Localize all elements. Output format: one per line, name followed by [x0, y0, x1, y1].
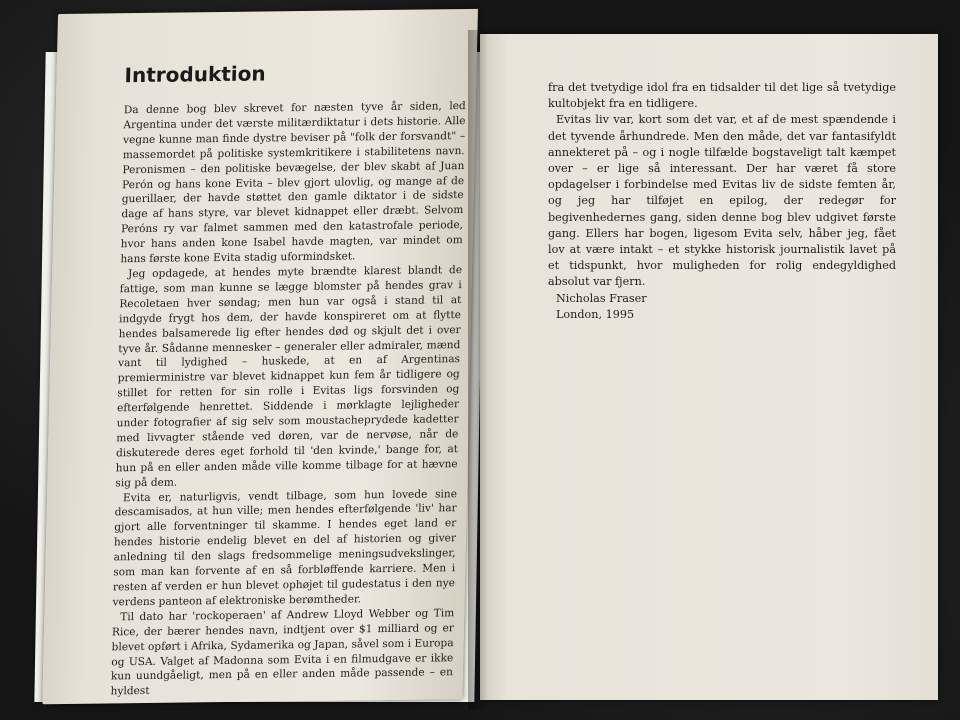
signature-name: Nicholas Fraser: [556, 291, 647, 305]
left-paragraph-3: Evita er, naturligvis, vendt tilbage, som hun lovede sine descamisados, at hun ville; men hendes efterfølgende 'liv' har gjort alle forventninger til skamme. I hendes eget land er hendes historie endelig blevet en del af historien og giver anledning til den slags fredsommelige meningsudvekslinger, som man kan forvente af en så forbløffende karriere. Men i resten af verden er hun blevet ophøjet til gudestatus i den nye verdens panteon af elektroniske berømtheder.: [112, 487, 458, 609]
left-page-text: [110, 99, 466, 700]
left-paragraph-1: Da denne bog blev skrevet for næsten tyve år siden, led Argentina under det værste militærdiktatur i dets historie. Alle vegne kunne man finde dystre beviser på "folk der forsvandt" – massemordet på politiske systemkritikere i stabilitetens navn. Peronismen – den politiske bevægelse, der blev skabt af Juan Perón og hans kone Evita – blev gjort ulovlig, og mange af de guerillaer, der havde støttet den gamle diktator i de sidste dage af hans styre, var blevet kidnappet eller dræbt. Selvom Peróns ry var falmet sammen med den katastrofale periode, hvor hans anden kone Isabel havde magten, var mindet om hans første kone Evita stadig uformindsket.: [120, 100, 466, 266]
left-paragraph-4: Til dato har 'rockoperaen' af Andrew Lloyd Webber og Tim Rice, der bærer hendes navn, indtjent over $1 milliard og er blevet opført i Afrika, Sydamerika og Japan, såvel som i Europa og USA. Valget af Madonna som Evita i en filmudgave er ikke kun uundgåeligt, men på en eller anden måde passende – en hyldest: [110, 607, 455, 698]
signature-place: London, 1995: [556, 307, 635, 321]
book-gutter-shadow: [468, 30, 488, 710]
left-page: [42, 9, 478, 704]
right-page: [480, 34, 938, 700]
right-paragraph-2: Evitas liv var, kort som det var, et af de mest spændende i det tyvende århundrede. Men den måde, det var fantasifyldt annekteret på – og i nogle tilfælde bogstaveligt talt kæmpet over – er lige så interessant. Der har været få store opdagelser i forbindelse med Evitas liv de sidste femten år, og jeg har tilføjet en epilog, der redegør for begivenhedernes gang, siden denne bog blev udgivet første gang. Ellers har bogen, ligesom Evita selv, håber jeg, fået lov at være intakt – et stykke historisk journalistik lavet på et tidspunkt, hvor muligheden for rolig endegyldighed absolut var fjern.: [548, 113, 896, 289]
right-paragraph-1: fra det tvetydige idol fra en tidsalder til det lige så tvetydige kultobjekt fra en tidligere.: [548, 81, 896, 111]
left-paragraph-2: Jeg opdagede, at hendes myte brændte klarest blandt de fattige, som man kunne se lægge blomster på hendes grav i Recoletaen hver søndag; men hun var også i stand til at indgyde frygt hos dem, der havde konspireret om at flytte hendes balsamerede lig efter hendes død og skjult det i over tyve år. Sådanne mennesker – generaler eller admiraler, mænd vant til lydighed – huskede, at en af Argentinas premierministre var blevet kidnappet kun fem år tidligere og stillet for retten for sin rolle i Evitas ligs forsvinden og efterfølgende henrettet. Siddende i mørklagte lejligheder under fotografier af sig selv som moustacheprydede kadetter med livvagter stående ved døren, var de nervøse, når de diskuterede deres eget forhold til 'den kvinde,' bange for, at hun på en eller anden måde ville komme tilbage for at hævne sig på dem.: [115, 264, 463, 489]
right-page-text: [548, 80, 896, 323]
chapter-heading: Introduktion: [124, 61, 266, 88]
